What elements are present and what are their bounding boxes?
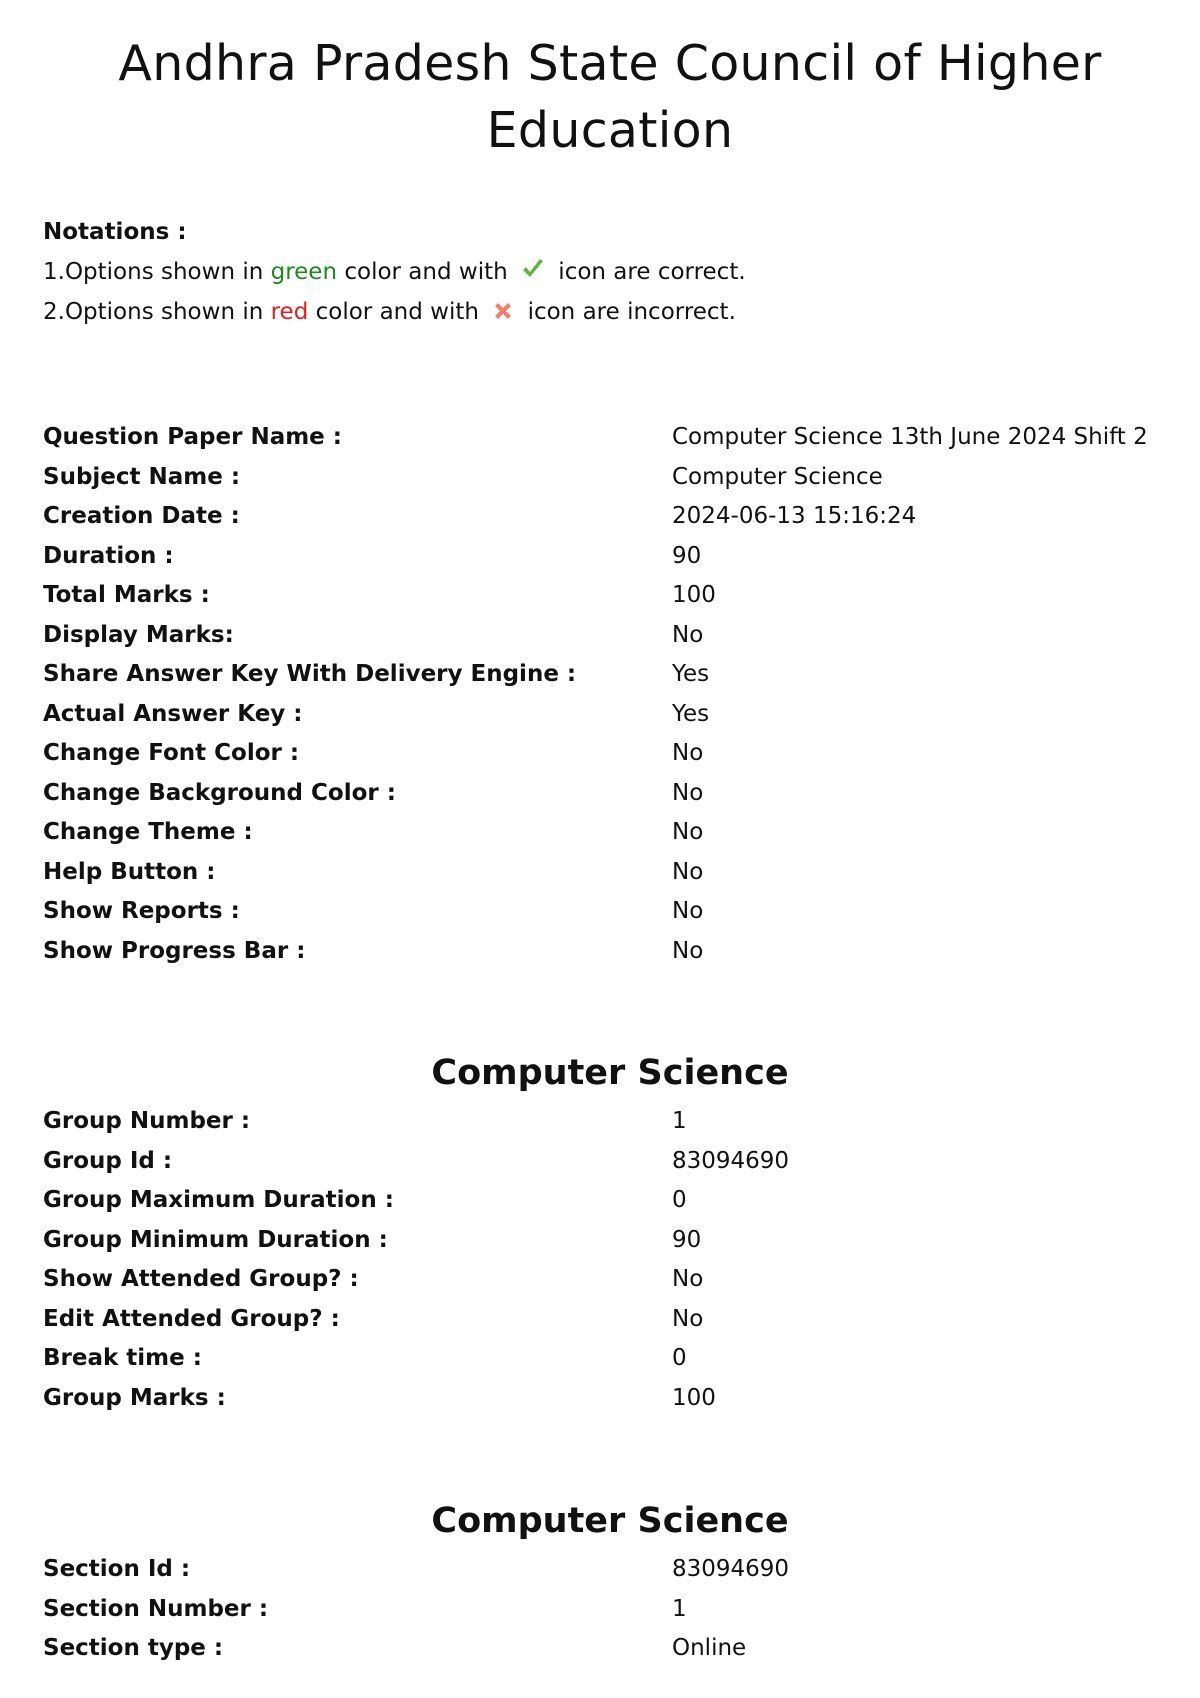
detail-value: Computer Science 13th June 2024 Shift 2 [672, 424, 1148, 450]
detail-label: Show Attended Group? : [43, 1266, 359, 1292]
detail-label: Group Maximum Duration : [43, 1187, 394, 1213]
detail-row [43, 853, 1193, 893]
detail-value: Yes [672, 661, 710, 687]
detail-label: Display Marks: [43, 621, 234, 648]
notation-red-word: red [270, 299, 309, 325]
detail-value: 100 [672, 582, 716, 608]
detail-label: Question Paper Name : [43, 424, 342, 450]
detail-label: Show Reports : [43, 898, 240, 924]
detail-label: Share Answer Key With Delivery Engine : [43, 661, 577, 687]
detail-label: Section Number : [43, 1595, 269, 1622]
detail-value: Computer Science [672, 463, 883, 490]
detail-row [43, 1181, 1193, 1221]
detail-row [43, 1339, 1193, 1379]
detail-label: Actual Answer Key : [43, 700, 303, 727]
detail-label: Section Id : [43, 1556, 191, 1582]
detail-row [43, 734, 1193, 774]
detail-value: 83094690 [672, 1147, 790, 1174]
detail-row [43, 616, 1193, 656]
notation-incorrect-line [43, 292, 746, 332]
detail-value: No [672, 740, 704, 766]
detail-value: No [672, 937, 704, 964]
detail-label: Section type : [43, 1635, 224, 1661]
notations-heading: Notations : [43, 219, 187, 245]
detail-value: Yes [672, 700, 710, 727]
detail-row [43, 813, 1193, 853]
detail-value: 1 [672, 1108, 687, 1134]
detail-row [43, 576, 1193, 616]
detail-row [43, 1300, 1193, 1340]
detail-value: 1 [672, 1595, 687, 1622]
notation-text: color and with [308, 299, 487, 325]
group-details-table [43, 1102, 1193, 1418]
detail-row [43, 655, 1193, 695]
detail-row [43, 1221, 1193, 1261]
detail-value: No [672, 779, 704, 806]
detail-label: Subject Name : [43, 463, 241, 490]
detail-row [43, 418, 1193, 458]
detail-row [43, 1629, 1193, 1669]
page-title: Andhra Pradesh State Council of Higher Education [118, 35, 1102, 159]
detail-value: 0 [672, 1345, 687, 1371]
detail-value: No [672, 1305, 704, 1332]
group-details-body [43, 1102, 1193, 1418]
cross-icon [492, 293, 514, 333]
notation-text: icon are correct. [551, 259, 746, 285]
detail-row [43, 1550, 1193, 1590]
detail-row [43, 537, 1193, 577]
section-details-body [43, 1550, 1193, 1669]
notation-correct-line [43, 252, 746, 292]
detail-row [43, 774, 1193, 814]
detail-row [43, 892, 1193, 932]
detail-label: Show Progress Bar : [43, 937, 306, 964]
detail-label: Change Theme : [43, 819, 253, 845]
notation-green-word: green [270, 259, 338, 285]
detail-value: Online [672, 1635, 747, 1661]
section-details-table [43, 1550, 1193, 1669]
detail-label: Change Background Color : [43, 779, 396, 806]
detail-value: 2024-06-13 15:16:24 [672, 503, 917, 529]
detail-row [43, 932, 1193, 972]
detail-row [43, 1142, 1193, 1182]
detail-row [43, 497, 1193, 537]
detail-label: Change Font Color : [43, 740, 300, 766]
detail-row [43, 458, 1193, 498]
detail-value: No [672, 1266, 704, 1292]
detail-value: 90 [672, 1226, 702, 1253]
detail-label: Help Button : [43, 858, 216, 885]
detail-label: Group Number : [43, 1108, 251, 1134]
paper-details-table [43, 418, 1193, 971]
detail-row [43, 1590, 1193, 1630]
detail-value: No [672, 819, 704, 845]
detail-label: Duration : [43, 542, 174, 569]
detail-label: Total Marks : [43, 582, 210, 608]
notation-text: 2.Options shown in [43, 299, 271, 325]
detail-label: Edit Attended Group? : [43, 1305, 340, 1332]
detail-value: 0 [672, 1187, 687, 1213]
detail-value: No [672, 621, 704, 648]
paper-details-body [43, 418, 1193, 971]
check-icon [521, 253, 545, 293]
detail-label: Break time : [43, 1345, 202, 1371]
detail-value: No [672, 898, 704, 924]
detail-row [43, 1379, 1193, 1419]
detail-label: Group Id : [43, 1147, 173, 1174]
detail-value: 100 [672, 1384, 716, 1411]
notation-text: 1.Options shown in [43, 259, 271, 285]
section-heading: Computer Science [431, 1501, 789, 1541]
notations-block [43, 212, 746, 332]
detail-value: No [672, 858, 704, 885]
detail-value: 83094690 [672, 1556, 790, 1582]
detail-label: Group Minimum Duration : [43, 1226, 388, 1253]
detail-row [43, 1102, 1193, 1142]
detail-label: Group Marks : [43, 1384, 226, 1411]
notation-text: color and with [337, 259, 515, 285]
detail-row [43, 1260, 1193, 1300]
group-heading: Computer Science [431, 1053, 789, 1093]
detail-value: 90 [672, 542, 702, 569]
detail-row [43, 695, 1193, 735]
detail-label: Creation Date : [43, 503, 240, 529]
notation-text: icon are incorrect. [520, 299, 736, 325]
